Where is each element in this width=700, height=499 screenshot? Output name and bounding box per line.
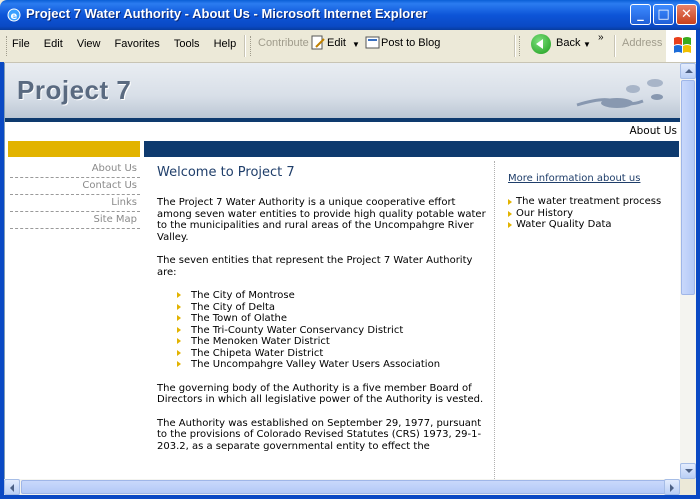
window-title: Project 7 Water Authority - About Us - Microsoft Internet Explorer: [26, 6, 428, 21]
main-content: [157, 165, 487, 464]
governing-paragraph: The governing body of the Authority is a five member Board of Directors in which all legislative power of the Authority is vested.: [157, 382, 484, 405]
list-item: The City of Delta: [177, 302, 487, 314]
scroll-right-icon: [670, 484, 674, 492]
window-frame-left: [0, 62, 4, 499]
scroll-up-button[interactable]: [680, 63, 696, 79]
window-frame-right: [696, 30, 700, 499]
bullet-arrow-icon: [177, 292, 181, 298]
bullet-arrow-icon: [177, 350, 181, 356]
scroll-down-icon: [685, 469, 693, 473]
back-dropdown-icon[interactable]: ▼: [583, 40, 591, 49]
bullet-arrow-icon: [508, 222, 512, 228]
menu-bar: [12, 38, 247, 50]
sidebar-header-bar: [8, 141, 140, 157]
list-item: The Chipeta Water District: [177, 348, 487, 360]
toolbar-grip[interactable]: [250, 36, 254, 56]
address-label[interactable]: Address: [622, 37, 663, 49]
entities-intro: The seven entities that represent the Project 7 Water Authority are:: [157, 255, 473, 278]
water-drops-icon: [573, 75, 673, 115]
scroll-down-button[interactable]: [680, 463, 696, 479]
scroll-up-icon: [685, 69, 693, 73]
back-arrow-icon[interactable]: [531, 34, 551, 54]
link-water-quality-data[interactable]: Water Quality Data: [508, 219, 678, 231]
breadcrumb-about-us[interactable]: About Us: [629, 125, 677, 137]
toolbar-overflow-chevron[interactable]: »: [598, 32, 604, 43]
bullet-arrow-icon: [177, 361, 181, 367]
maximize-button[interactable]: [653, 4, 674, 25]
toolbar-grip[interactable]: [6, 36, 10, 56]
minimize-button[interactable]: [630, 4, 651, 25]
toolbar-grip[interactable]: [519, 36, 523, 56]
more-info-link[interactable]: More information about us: [508, 173, 641, 184]
menu-edit[interactable]: Edit: [43, 38, 63, 50]
close-button[interactable]: [676, 4, 697, 25]
horizontal-scroll-thumb[interactable]: [21, 480, 666, 494]
sidebar-nav: [10, 161, 140, 229]
toolbar-separator: [514, 35, 516, 57]
maximize-icon: □: [657, 7, 670, 22]
sidebar-item-contact-us[interactable]: Contact Us: [10, 178, 140, 195]
bullet-arrow-icon: [508, 211, 512, 217]
menu-tools[interactable]: Tools: [173, 38, 200, 50]
window-frame-bottom: [0, 495, 700, 499]
scroll-left-icon: [10, 484, 14, 492]
established-paragraph: The Authority was established on September 29, 1977, pursuant to the provisions of Colorado Revised Statutes (CRS) 1973, 29-1-203.2, as a separate governmental entity to effect the: [157, 417, 482, 452]
menu-view[interactable]: View: [76, 38, 101, 50]
bullet-arrow-icon: [177, 315, 181, 321]
edit-dropdown-icon[interactable]: ▼: [352, 40, 360, 49]
title-bar: [0, 0, 700, 30]
page-title: Welcome to Project 7: [157, 165, 295, 180]
bullet-arrow-icon: [177, 304, 181, 310]
list-item: The Tri-County Water Conservancy District: [177, 325, 487, 337]
svg-text:e: e: [10, 11, 18, 22]
bullet-arrow-icon: [508, 199, 512, 205]
sidebar-item-about-us[interactable]: About Us: [10, 161, 140, 178]
edit-button[interactable]: Edit: [327, 37, 346, 49]
link-our-history[interactable]: Our History: [508, 208, 678, 220]
post-to-blog-icon: [365, 35, 381, 51]
close-icon: ✕: [681, 7, 692, 22]
menu-favorites[interactable]: Favorites: [114, 38, 160, 50]
right-column: [508, 173, 678, 231]
scroll-left-button[interactable]: [4, 479, 20, 495]
menu-file[interactable]: File: [12, 38, 30, 50]
content-header-bar: [144, 141, 679, 157]
list-item: The Uncompahgre Valley Water Users Association: [177, 359, 487, 371]
back-button[interactable]: Back: [556, 37, 581, 49]
bullet-arrow-icon: [177, 338, 181, 344]
scrollbar-corner: [680, 479, 696, 495]
contribute-button[interactable]: Contribute: [258, 37, 309, 49]
toolbar-separator: [244, 35, 246, 57]
link-water-treatment[interactable]: The water treatment process: [508, 196, 678, 208]
list-item: The Menoken Water District: [177, 336, 487, 348]
column-divider: [494, 161, 495, 479]
minimize-icon: _: [637, 7, 644, 22]
entities-list: [157, 290, 487, 371]
list-item: The Town of Olathe: [177, 313, 487, 325]
page-viewport: [4, 63, 681, 479]
sidebar-item-links[interactable]: Links: [10, 195, 140, 212]
header-strip: [5, 118, 681, 122]
sidebar-item-site-map[interactable]: Site Map: [10, 212, 140, 229]
intro-paragraph: The Project 7 Water Authority is a unique cooperative effort among seven water entities to provide high quality potable water to the municipalities and rural areas of the Uncompahgre River Valley.: [157, 197, 486, 243]
menu-help[interactable]: Help: [213, 38, 237, 50]
menu-toolbar-row: [0, 30, 700, 63]
vertical-scroll-thumb[interactable]: [681, 80, 695, 295]
list-item: The City of Montrose: [177, 290, 487, 302]
scroll-right-button[interactable]: [664, 479, 680, 495]
related-links: [508, 196, 678, 231]
site-banner: [5, 63, 681, 118]
windows-logo-icon: [666, 30, 700, 62]
toolbar-separator: [614, 35, 616, 57]
bullet-arrow-icon: [177, 327, 181, 333]
post-to-blog-button[interactable]: Post to Blog: [381, 37, 441, 49]
internet-explorer-icon: [6, 7, 22, 23]
site-logo[interactable]: Project 7: [17, 75, 132, 105]
edit-icon: [310, 35, 326, 51]
